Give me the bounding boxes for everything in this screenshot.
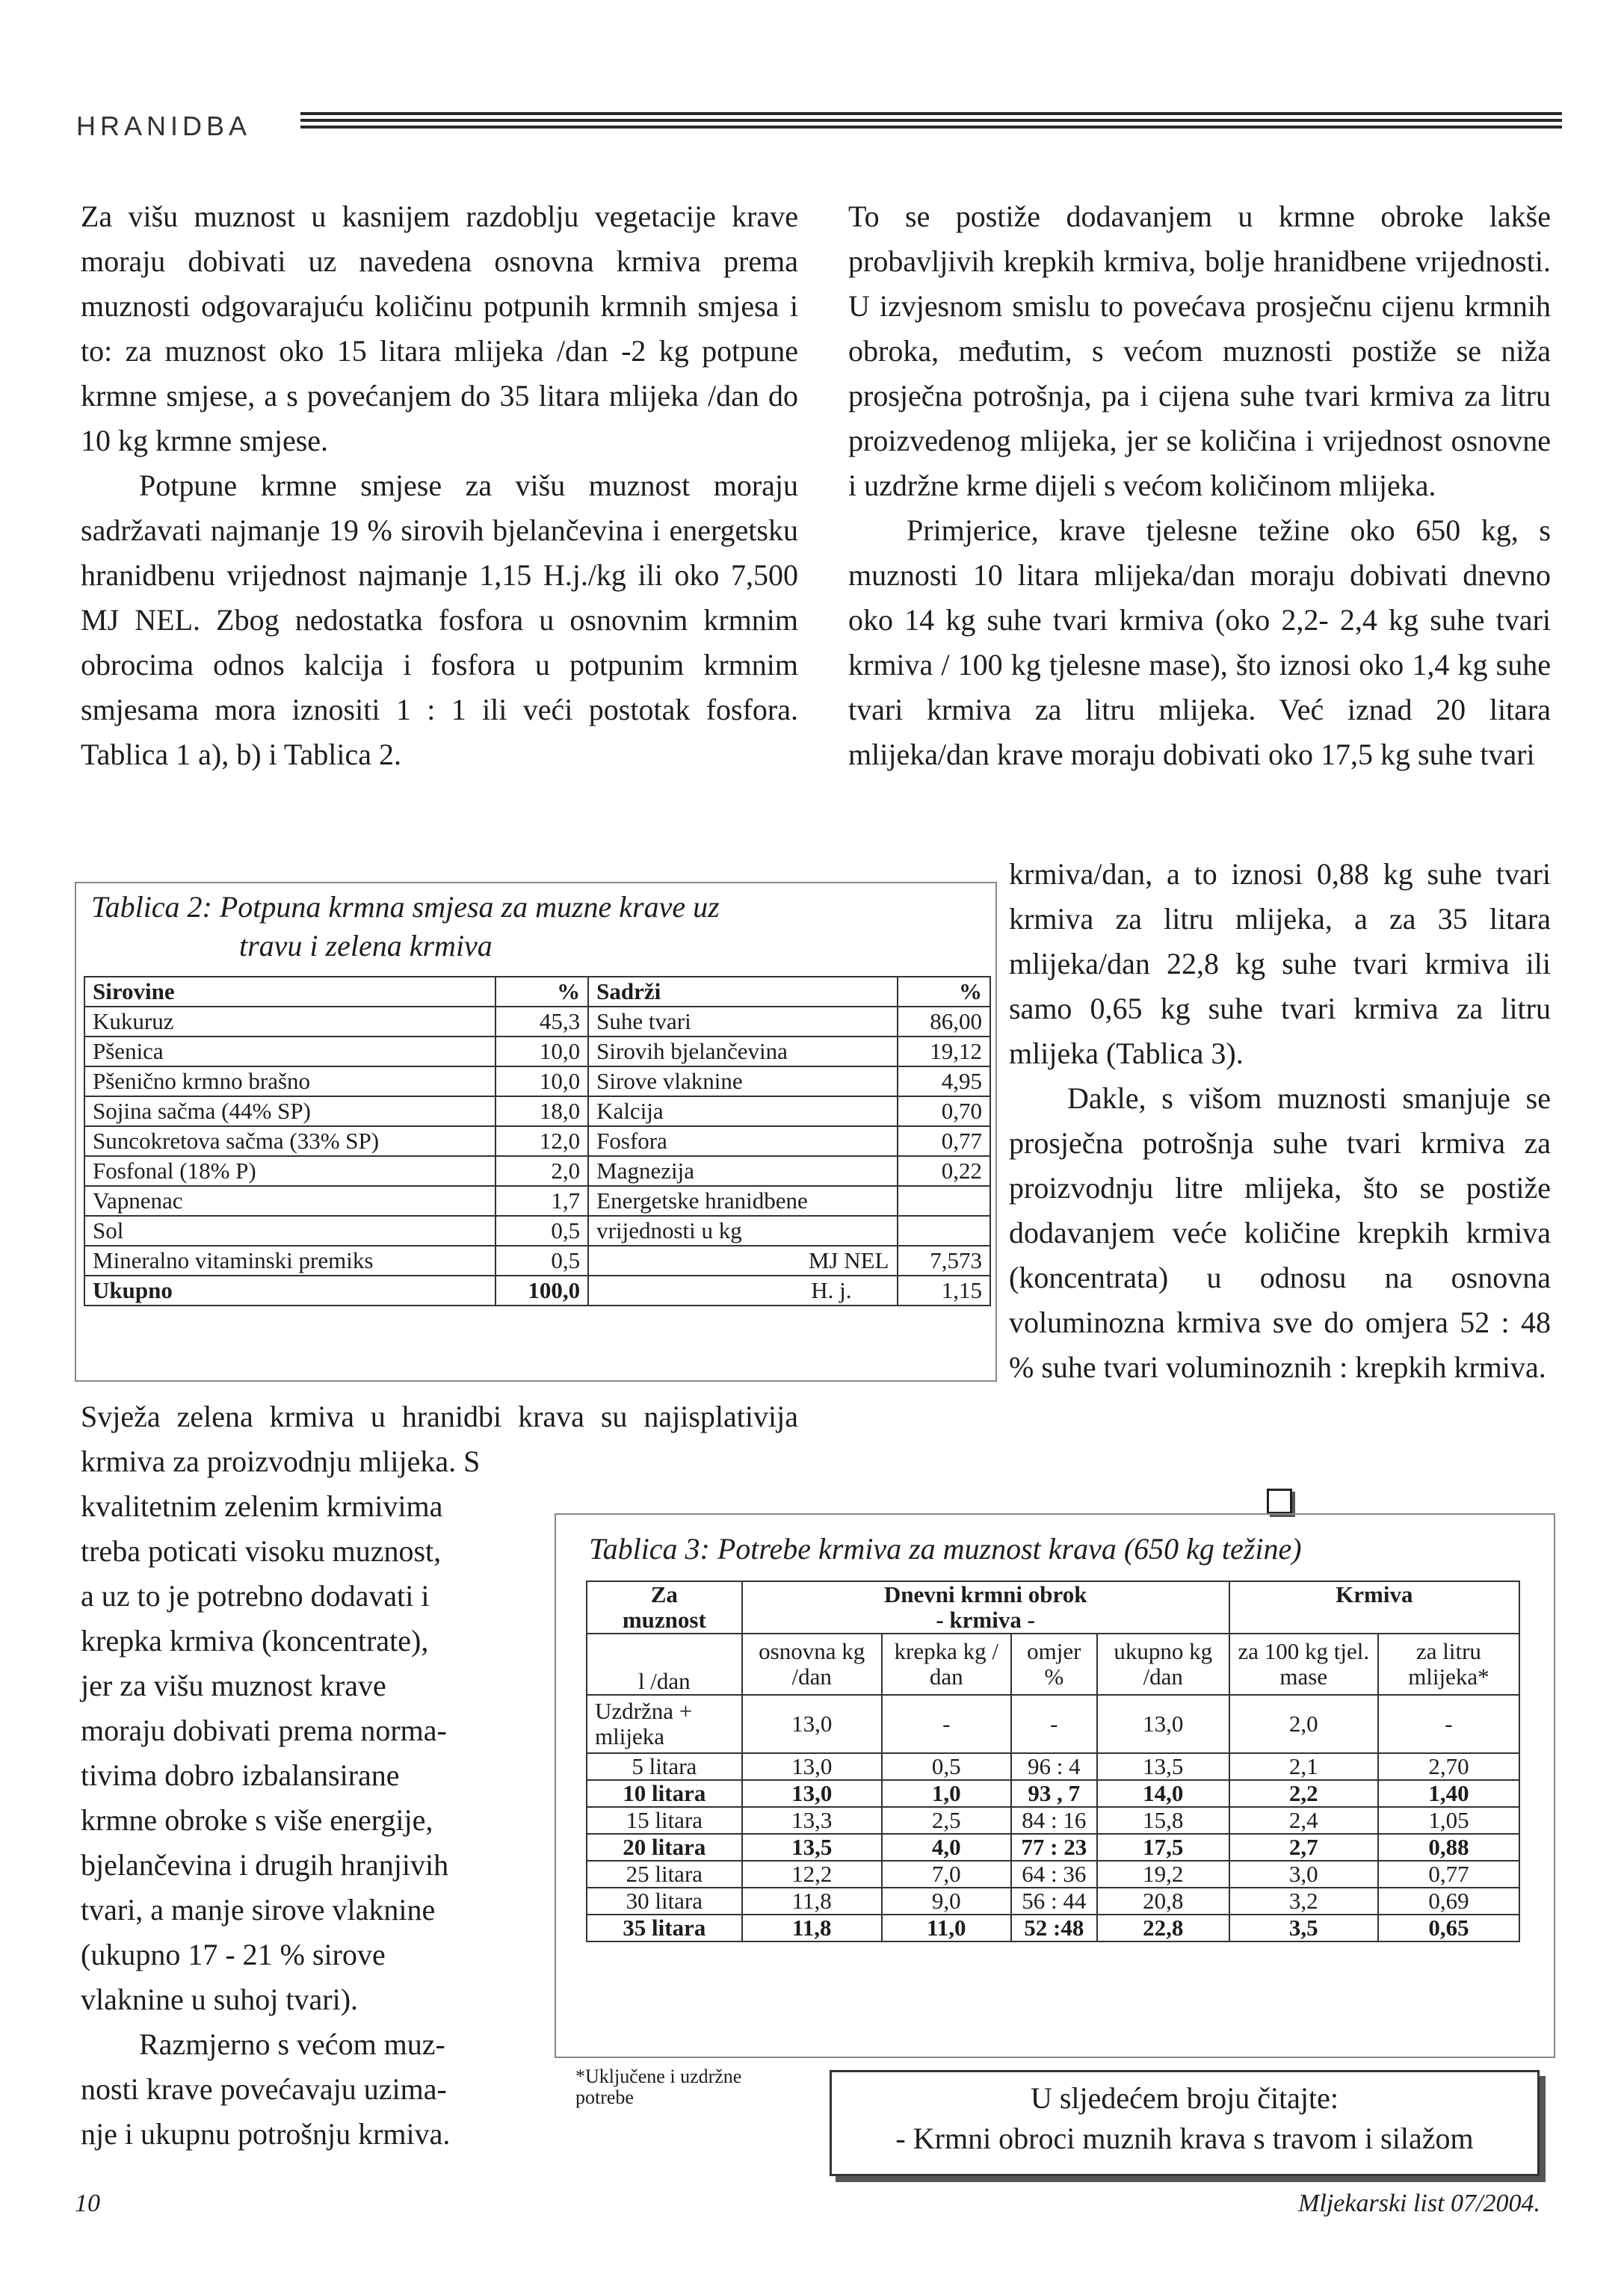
table2-caption-line2: travu i zelena krmiva	[239, 929, 493, 963]
table2-cell: Fosfonal (18% P)	[84, 1156, 495, 1186]
left-column-top	[81, 194, 798, 777]
text-line: nosti krave povećavaju uzima-	[81, 2072, 447, 2106]
table3-header-cell: Krmiva	[1229, 1581, 1519, 1634]
table3-subheader-cell: osnovna kg /dan	[742, 1634, 882, 1695]
table2-cell: Mineralno vitaminski premiks	[84, 1246, 495, 1276]
paragraph: Za višu muznost u kasnijem razdoblju vegetacije krave moraju dobivati uz navedena osnovna krmiva prema muznosti odgovarajuću količinu potpunih krmnih smjesa i to: za muznost oko 15 litara mlijeka /dan -2 kg potpune krmne smjese, a s povećanjem do 35 litara mlijeka /dan do 10 kg krmne smjese.	[81, 200, 798, 457]
table2-cell: Suhe tvari	[588, 1007, 897, 1036]
table3-cell: 3,0	[1229, 1861, 1378, 1888]
table2-cell: 10,0	[495, 1066, 588, 1096]
paragraph: To se postiže dodavanjem u krmne obroke lakše probavljivih krepkih krmiva, bolje hranidbene vrijednosti. U izvjesnom smislu to povećava prosječnu cijenu krmnih obroka, međutim, s većom muznosti postiže se niža prosječna potrošnja, pa i cijena suhe tvari krmiva za litru proizvedenog mlijeka, jer se količina i vrijednost osnovne i uzdržne krme dijeli s većom količinom mlijeka.	[848, 200, 1551, 502]
table3-cell: 13,0	[742, 1780, 882, 1807]
paragraph: krmiva/dan, a to iznosi 0,88 kg suhe tvari krmiva za litru mlijeka, a za 35 litara mlijeka/dan 22,8 kg suhe tvari krmiva ili samo 0,65 kg suhe tvari krmiva za litru mlijeka (Tablica 3).	[1009, 857, 1551, 1070]
table3-cell: 52 :48	[1011, 1915, 1097, 1941]
text-line: krepka krmiva (koncentrate),	[81, 1624, 429, 1658]
table3-cell: 20,8	[1097, 1888, 1229, 1915]
table2-row	[84, 1276, 990, 1306]
table3-cell: 13,0	[742, 1695, 882, 1753]
table2-cell: Pšenica	[84, 1036, 495, 1066]
right-column-top	[848, 194, 1551, 777]
text-line: tivima dobro izbalansirane	[81, 1758, 400, 1792]
page-number: 10	[75, 2190, 100, 2217]
table2-cell: vrijednosti u kg	[588, 1216, 897, 1246]
table2-row	[84, 1036, 990, 1066]
table3-row	[587, 1834, 1519, 1861]
table3-cell: 0,77	[1378, 1861, 1519, 1888]
table2-cell: H. j.	[588, 1276, 897, 1306]
table2-cell: Pšenično krmno brašno	[84, 1066, 495, 1096]
table2-cell: 4,95	[898, 1066, 991, 1096]
table2-row	[84, 1156, 990, 1186]
table3-row	[587, 1888, 1519, 1915]
table3-cell: 2,4	[1229, 1807, 1378, 1834]
table3-cell: 30 litara	[587, 1888, 742, 1915]
end-mark-icon	[1267, 1489, 1292, 1514]
table2-row	[84, 1216, 990, 1246]
table3-cell: 2,1	[1229, 1753, 1378, 1780]
table2-cell: Magnezija	[588, 1156, 897, 1186]
table3-cell: 3,2	[1229, 1888, 1378, 1915]
table3-cell: 0,88	[1378, 1834, 1519, 1861]
table3-cell: 4,0	[882, 1834, 1011, 1861]
table3-subheader-cell: za litru mlijeka*	[1378, 1634, 1519, 1695]
journal-footer: Mljekarski list 07/2004.	[1298, 2190, 1540, 2217]
table3-cell: 77 : 23	[1011, 1834, 1097, 1861]
table2-cell: Ukupno	[84, 1276, 495, 1306]
paragraph: Svježa zelena krmiva u hranidbi krava su najisplativija krmiva za proizvodnju mlijeka. S	[81, 1400, 798, 1478]
paragraph: Potpune krmne smjese za višu muznost moraju sadržavati najmanje 19 % sirovih bjelančevina i energetsku hranidbenu vrijednost najmanje 1,15 H.j./kg ili oko 7,500 MJ NEL. Zbog nedostatka fosfora u osnovnim krmnim obrocima odnos kalcija i fosfora u potpunim krmnim smjesama mora iznositi 1 : 1 ili veći postotak fosfora. Tablica 1 a), b) i Tablica 2.	[81, 469, 798, 771]
text-line: treba poticati visoku muznost,	[81, 1534, 442, 1568]
table3-subheader-cell: l /dan	[587, 1634, 742, 1695]
text-line: krmne obroke s više energije,	[81, 1803, 433, 1837]
table2-cell: 0,5	[495, 1246, 588, 1276]
table2-cell: Kukuruz	[84, 1007, 495, 1036]
table3-subheader-row	[587, 1634, 1519, 1695]
table3-cell: 5 litara	[587, 1753, 742, 1780]
text-line: a uz to je potrebno dodavati i	[81, 1579, 430, 1613]
table2-cell: MJ NEL	[588, 1246, 897, 1276]
left-column-narrow	[81, 1484, 544, 2157]
table3-cell: 13,5	[742, 1834, 882, 1861]
table3-cell: 15,8	[1097, 1807, 1229, 1834]
table3	[586, 1581, 1520, 1942]
table3-caption: Tablica 3: Potrebe krmiva za muznost krava (650 kg težine)	[589, 1532, 1302, 1566]
table3-header-cell	[742, 1581, 1229, 1634]
table3-cell: 2,2	[1229, 1780, 1378, 1807]
table3-cell: 17,5	[1097, 1834, 1229, 1861]
table2-cell	[898, 1186, 991, 1216]
table3-cell: 0,69	[1378, 1888, 1519, 1915]
table3-subheader-cell: omjer %	[1011, 1634, 1097, 1695]
table3-subheader-cell: za 100 kg tjel. mase	[1229, 1634, 1378, 1695]
table2	[84, 976, 991, 1306]
table2-cell: 86,00	[898, 1007, 991, 1036]
table3-cell: Uzdržna + mlijeka	[587, 1695, 742, 1753]
table2-row	[84, 1186, 990, 1216]
text-line: nje i ukupnu potrošnju krmiva.	[81, 2117, 451, 2151]
table2-cell: Sojina sačma (44% SP)	[84, 1096, 495, 1126]
table2-cell: Sol	[84, 1216, 495, 1246]
table3-cell: 14,0	[1097, 1780, 1229, 1807]
text-line: vlaknine u suhoj tvari).	[81, 1983, 359, 2016]
table2-cell: Vapnenac	[84, 1186, 495, 1216]
table3-cell: 9,0	[882, 1888, 1011, 1915]
table3-cell: 93 , 7	[1011, 1780, 1097, 1807]
table2-cell: 0,70	[898, 1096, 991, 1126]
table3-footnote: *Uključene i uzdržne potrebe	[575, 2066, 742, 2108]
table3-cell: 56 : 44	[1011, 1888, 1097, 1915]
table3-cell: 11,8	[742, 1915, 882, 1941]
table2-cell: 19,12	[898, 1036, 991, 1066]
table3-cell: -	[1011, 1695, 1097, 1753]
table3-cell: 64 : 36	[1011, 1861, 1097, 1888]
next-issue-title: U sljedećem broju čitajte:	[1030, 2081, 1339, 2115]
header-text: Dnevni krmni obrok	[883, 1581, 1087, 1607]
table2-cell: 7,573	[898, 1246, 991, 1276]
table3-subheader-cell: ukupno kg /dan	[1097, 1634, 1229, 1695]
table3-cell: 2,70	[1378, 1753, 1519, 1780]
header-rule	[300, 112, 1562, 142]
paragraph: Primjerice, krave tjelesne težine oko 650 kg, s muznosti 10 litara mlijeka/dan moraju dobivati dnevno oko 14 kg suhe tvari krmiva (oko 2,2- 2,4 kg suhe tvari krmiva / 100 kg tjelesne mase), što iznosi oko 1,4 kg suhe tvari krmiva za litru mlijeka. Već iznad 20 litara mlijeka/dan krave moraju dobivati oko 17,5 kg suhe tvari	[848, 513, 1551, 771]
table2-header-cell: Sirovine	[84, 977, 495, 1007]
table3-row	[587, 1753, 1519, 1780]
table3-cell: 3,5	[1229, 1915, 1378, 1941]
table3-row	[587, 1695, 1519, 1753]
text-line: bjelančevina i drugih hranjivih	[81, 1848, 449, 1882]
table2-cell: Energetske hranidbene	[588, 1186, 897, 1216]
table2-cell: 45,3	[495, 1007, 588, 1036]
table2-cell: 2,0	[495, 1156, 588, 1186]
table3-cell: 13,0	[742, 1753, 882, 1780]
table2-row	[84, 1126, 990, 1156]
table3-cell: 13,5	[1097, 1753, 1229, 1780]
table2-cell: Sirovih bjelančevina	[588, 1036, 897, 1066]
table3-row	[587, 1861, 1519, 1888]
table3-cell: 10 litara	[587, 1780, 742, 1807]
table2-cell: Kalcija	[588, 1096, 897, 1126]
table3-cell: 11,8	[742, 1888, 882, 1915]
header-text: Za	[650, 1581, 678, 1607]
text-line: tvari, a manje sirove vlaknine	[81, 1893, 436, 1927]
table3-cell: 22,8	[1097, 1915, 1229, 1941]
table3-box	[555, 1513, 1555, 2058]
table2-cell	[898, 1216, 991, 1246]
table2-row	[84, 1096, 990, 1126]
table3-cell: -	[1378, 1695, 1519, 1753]
table3-cell: 25 litara	[587, 1861, 742, 1888]
text-line: (ukupno 17 - 21 % sirove	[81, 1938, 386, 1971]
table3-cell: 2,0	[1229, 1695, 1378, 1753]
table2-cell: 100,0	[495, 1276, 588, 1306]
table3-subheader-cell: krepka kg / dan	[882, 1634, 1011, 1695]
text-line: Razmjerno s većom muz-	[139, 2027, 445, 2061]
table3-cell: 0,5	[882, 1753, 1011, 1780]
table3-cell: 7,0	[882, 1861, 1011, 1888]
next-issue-item: - Krmni obroci muznih krava s travom i silažom	[895, 2122, 1474, 2155]
table2-header-cell: Sadrži	[588, 977, 897, 1007]
header-text: - krmiva -	[936, 1607, 1035, 1633]
table3-cell: 84 : 16	[1011, 1807, 1097, 1834]
table2-cell: 1,15	[898, 1276, 991, 1306]
table3-cell: 13,3	[742, 1807, 882, 1834]
table3-cell: 13,0	[1097, 1695, 1229, 1753]
table3-header-cell	[587, 1581, 742, 1634]
table2-cell: Sirove vlaknine	[588, 1066, 897, 1096]
table2-row	[84, 1007, 990, 1036]
table3-cell: 96 : 4	[1011, 1753, 1097, 1780]
table3-row	[587, 1807, 1519, 1834]
table3-cell: 11,0	[882, 1915, 1011, 1941]
table3-header-row	[587, 1581, 1519, 1634]
table2-cell: 12,0	[495, 1126, 588, 1156]
table2-cell: 0,22	[898, 1156, 991, 1186]
table2-cell: 0,77	[898, 1126, 991, 1156]
table3-row	[587, 1780, 1519, 1807]
table2-cell: 1,7	[495, 1186, 588, 1216]
table3-cell: 20 litara	[587, 1834, 742, 1861]
table2-cell: Fosfora	[588, 1126, 897, 1156]
right-column-narrow	[1009, 852, 1551, 1390]
table2-cell: Suncokretova sačma (33% SP)	[84, 1126, 495, 1156]
table2-header-cell: %	[898, 977, 991, 1007]
table3-cell: -	[882, 1695, 1011, 1753]
table3-cell: 2,5	[882, 1807, 1011, 1834]
table3-cell: 1,0	[882, 1780, 1011, 1807]
table2-row	[84, 1246, 990, 1276]
table2-header-row	[84, 977, 990, 1007]
text-line: moraju dobivati prema norma-	[81, 1714, 447, 1747]
section-label: HRANIDBA	[76, 111, 252, 141]
table2-box	[75, 882, 997, 1382]
table3-cell: 1,40	[1378, 1780, 1519, 1807]
table3-cell: 0,65	[1378, 1915, 1519, 1941]
table2-header-cell: %	[495, 977, 588, 1007]
table3-cell: 12,2	[742, 1861, 882, 1888]
table3-cell: 35 litara	[587, 1915, 742, 1941]
table3-cell: 2,7	[1229, 1834, 1378, 1861]
text-line: jer za višu muznost krave	[81, 1669, 386, 1702]
header-text: muznost	[622, 1607, 706, 1633]
table2-cell: 0,5	[495, 1216, 588, 1246]
table2-caption: Tablica 2: Potpuna krmna smjesa za muzne krave uz	[91, 890, 720, 924]
table3-cell: 15 litara	[587, 1807, 742, 1834]
next-issue-box	[830, 2070, 1540, 2176]
table3-row	[587, 1915, 1519, 1941]
table3-cell: 19,2	[1097, 1861, 1229, 1888]
table3-cell: 1,05	[1378, 1807, 1519, 1834]
paragraph: Dakle, s višom muznosti smanjuje se prosječna potrošnja suhe tvari krmiva za proizvodnju litre mlijeka, što se postiže dodavanjem veće količine krepkih krmiva (koncentrata) u odnosu na osnovna voluminozna krmiva sve do omjera 52 : 48 % suhe tvari voluminoznih : krepkih krmiva.	[1009, 1081, 1551, 1384]
text-line: kvalitetnim zelenim krmivima	[81, 1489, 443, 1523]
table2-row	[84, 1066, 990, 1096]
table2-cell: 18,0	[495, 1096, 588, 1126]
table2-cell: 10,0	[495, 1036, 588, 1066]
